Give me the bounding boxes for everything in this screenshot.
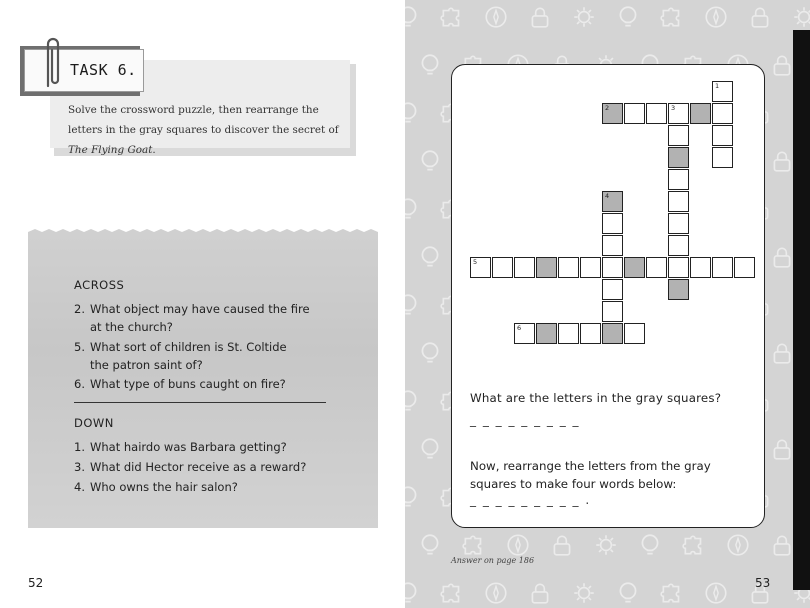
padlock-icon — [769, 340, 795, 366]
crossword-cell-gray[interactable] — [668, 147, 689, 168]
crossword-cell[interactable] — [558, 323, 579, 344]
crossword-cell-gray[interactable] — [624, 257, 645, 278]
crossword-cell[interactable] — [558, 257, 579, 278]
clue-text: What sort of children is St. Coltide — [90, 340, 287, 354]
padlock-icon — [549, 532, 575, 558]
gear-icon — [571, 4, 597, 30]
clue-number: 1. — [74, 440, 85, 454]
crossword-cell[interactable] — [514, 323, 535, 344]
clue-text: What hairdo was Barbara getting? — [90, 440, 287, 454]
crossword-cell-gray[interactable] — [536, 323, 557, 344]
clue-across-2 — [74, 300, 310, 319]
page-number-left: 52 — [28, 576, 44, 590]
down-heading: DOWN — [74, 416, 114, 430]
compass-icon — [483, 580, 509, 606]
gear-icon — [791, 4, 810, 30]
answer-note: Answer on page 186 — [451, 556, 535, 565]
padlock-icon — [747, 4, 773, 30]
puzzle-piece-icon — [439, 4, 465, 30]
clue-number-label: 6 — [517, 324, 522, 332]
lightbulb-icon — [615, 580, 641, 606]
clue-number: 5. — [74, 340, 85, 354]
clue-down-4 — [74, 478, 238, 497]
secret-words-blanks[interactable]: _ _ _ _ _ _ _ _ _ . — [470, 493, 591, 507]
crossword-cell-gray[interactable] — [602, 323, 623, 344]
lightbulb-icon — [417, 52, 443, 78]
lightbulb-icon — [405, 292, 421, 318]
lightbulb-icon — [637, 532, 663, 558]
instruction-end: . — [152, 144, 156, 156]
crossword-cell[interactable] — [492, 257, 513, 278]
crossword-cell[interactable] — [580, 323, 601, 344]
crossword-cell[interactable] — [668, 103, 689, 124]
clue-number-label: 2 — [605, 104, 610, 112]
clue-number-label: 1 — [715, 82, 720, 90]
lightbulb-icon — [417, 148, 443, 174]
lightbulb-icon — [417, 532, 443, 558]
clue-down-1 — [74, 438, 287, 457]
task-instructions — [68, 100, 348, 160]
crossword-cell[interactable] — [602, 279, 623, 300]
puzzle-piece-icon — [681, 532, 707, 558]
puzzle-piece-icon — [659, 580, 685, 606]
puzzle-piece-icon — [439, 580, 465, 606]
compass-icon — [483, 4, 509, 30]
padlock-icon — [769, 532, 795, 558]
compass-icon — [703, 4, 729, 30]
padlock-icon — [769, 52, 795, 78]
lightbulb-icon — [405, 484, 421, 510]
compass-icon — [725, 532, 751, 558]
lightbulb-icon — [405, 388, 421, 414]
clue-text: What type of buns caught on fire? — [90, 377, 286, 391]
gear-icon — [593, 532, 619, 558]
crossword-cell[interactable] — [712, 103, 733, 124]
clue-number: 3. — [74, 460, 85, 474]
crossword-cell[interactable] — [624, 103, 645, 124]
crossword-cell[interactable] — [668, 191, 689, 212]
crossword-cell-gray[interactable] — [536, 257, 557, 278]
clue-across-5-cont: the patron saint of? — [90, 358, 203, 372]
clue-across-5 — [74, 338, 287, 357]
padlock-icon — [769, 148, 795, 174]
crossword-cell[interactable] — [734, 257, 755, 278]
crossword-cell[interactable] — [646, 257, 667, 278]
crossword-cell-gray[interactable] — [602, 103, 623, 124]
crossword-cell[interactable] — [712, 147, 733, 168]
clue-number-label: 4 — [605, 192, 610, 200]
crossword-cell[interactable] — [690, 257, 711, 278]
page-number-right: 53 — [755, 576, 771, 590]
crossword-cell[interactable] — [668, 213, 689, 234]
crossword-cell[interactable] — [668, 125, 689, 146]
side-decoration — [793, 30, 810, 590]
padlock-icon — [769, 436, 795, 462]
clue-across-2-cont: at the church? — [90, 320, 173, 334]
crossword-cell-gray[interactable] — [668, 279, 689, 300]
crossword-cell-gray[interactable] — [690, 103, 711, 124]
instruction-text: Solve the crossword puzzle, then rearrange the letters in the gray squares to discover the secret of — [68, 104, 339, 136]
paperclip-icon — [42, 36, 64, 94]
gear-icon — [571, 580, 597, 606]
crossword-cell[interactable] — [712, 257, 733, 278]
right-page — [405, 0, 810, 608]
crossword-cell[interactable] — [470, 257, 491, 278]
padlock-icon — [527, 4, 553, 30]
padlock-icon — [527, 580, 553, 606]
clue-number: 2. — [74, 302, 85, 316]
gray-squares-question: What are the letters in the gray squares? — [470, 391, 722, 405]
lightbulb-icon — [417, 244, 443, 270]
clue-across-6 — [74, 375, 286, 394]
torn-edge — [28, 228, 378, 236]
crossword-cell[interactable] — [712, 81, 733, 102]
puzzle-piece-icon — [461, 532, 487, 558]
crossword-cell[interactable] — [602, 213, 623, 234]
lightbulb-icon — [405, 580, 421, 606]
clue-number: 4. — [74, 480, 85, 494]
puzzle-card — [451, 64, 765, 528]
crossword-cell[interactable] — [602, 257, 623, 278]
gray-letters-blanks[interactable]: _ _ _ _ _ _ _ _ _ — [470, 413, 581, 427]
crossword-cell[interactable] — [712, 125, 733, 146]
puzzle-piece-icon — [659, 4, 685, 30]
across-heading: ACROSS — [74, 278, 125, 292]
clue-number-label: 3 — [671, 104, 676, 112]
book-title: The Flying Goat — [68, 144, 153, 156]
compass-icon — [505, 532, 531, 558]
clue-panel — [28, 232, 378, 528]
lightbulb-icon — [615, 4, 641, 30]
crossword-cell[interactable] — [580, 257, 601, 278]
task-title: TASK 6. — [70, 61, 137, 79]
lightbulb-icon — [405, 100, 421, 126]
crossword-cell[interactable] — [668, 235, 689, 256]
crossword-cell[interactable] — [514, 257, 535, 278]
lightbulb-icon — [405, 196, 421, 222]
crossword-cell-gray[interactable] — [602, 191, 623, 212]
clue-divider — [74, 402, 326, 403]
clue-number-label: 5 — [473, 258, 478, 266]
crossword-cell[interactable] — [602, 301, 623, 322]
crossword-cell[interactable] — [602, 235, 623, 256]
clue-text: Who owns the hair salon? — [90, 480, 238, 494]
crossword-cell[interactable] — [668, 169, 689, 190]
clue-text: What did Hector receive as a reward? — [90, 460, 307, 474]
crossword-cell[interactable] — [646, 103, 667, 124]
crossword-cell[interactable] — [624, 323, 645, 344]
lightbulb-icon — [405, 4, 421, 30]
clue-down-3 — [74, 458, 306, 477]
lightbulb-icon — [417, 340, 443, 366]
padlock-icon — [769, 244, 795, 270]
clue-text: What object may have caused the fire — [90, 302, 310, 316]
compass-icon — [703, 580, 729, 606]
rearrange-instructions: Now, rearrange the letters from the gray squares to make four words below: — [470, 459, 711, 491]
crossword-cell[interactable] — [668, 257, 689, 278]
clue-number: 6. — [74, 377, 85, 391]
lightbulb-icon — [417, 436, 443, 462]
